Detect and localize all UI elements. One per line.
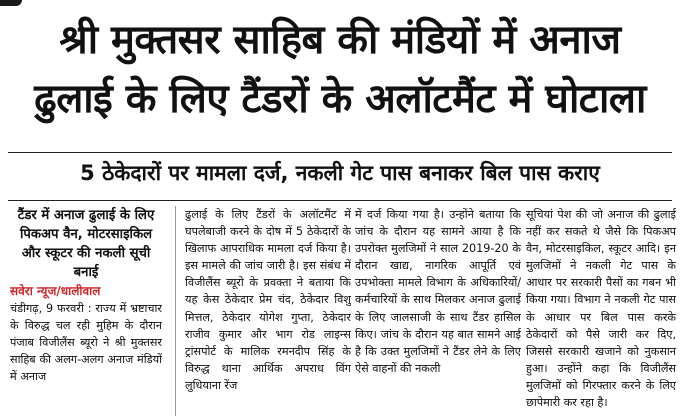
page-top-strip: [0, 0, 680, 9]
article-column-4: [526, 206, 676, 416]
article-text-col1: चंडीगढ़, 9 फरवरी : राज्य में भ्रष्टाचार के विरुद्ध चल रही मुहिम के दौरान पंजाब विजीलैंस ब्यूरो ने श्री मुक्तसर साहिब की अलग-अलग अनाज मंडियों में अनाज: [10, 302, 162, 384]
sidebar-title: टैंडर में अनाज ढुलाई के लिए पिकअप वैन, मोटरसाइकिल और स्कूटर की नकली सूची बनाई: [17, 208, 155, 280]
column-separator: [175, 206, 176, 416]
byline: सवेरा न्यूज/धालीवाल: [10, 284, 101, 298]
divider-bottom: [8, 200, 672, 201]
article-text-col3: में दर्ज किया गया है। उन्होंने बताया कि जांच के दौरान यह सामने आया है कि उपरोक्त मुलजिमों ने साल 2019-20 के दौरान खाद्य, नागरिक आपूर्ति एवं उपभोक्ता मामले विभाग के अधिकारियों/कर्मचारियों के साथ मिलकर अनाज ढुलाई के लिए जालसाजी के साथ टैंडर हासिल किए। जांच के दौरान यह बात सामने आई है कि उक्त मुलजिमों ने टैंडर लेने के लिए ऐसे वाहनों की नकली: [355, 208, 521, 375]
article-column-1: [10, 206, 162, 416]
divider-top: [8, 152, 672, 153]
masthead-fragment: [0, 0, 22, 6]
article-text-col4: सूचियां पेश की जो अनाज की ढुलाई नहीं कर सकते थे जैसे कि पिकअप वैन, मोटरसाइकिल, स्कूटर आदि। इन मुलजिमों ने नकली गेट पास के आधार पर सरकारी पैसों का गबन भी किया गया। विभाग ने नकली गेट पास के आधार पर बिल पास करके ठेकेदारों को पैसे जारी कर दिए, जिससे सरकारी खजाने को नुकसान हुआ। उन्होंने कहा कि विजीलैंस मुलजिमों को गिरफ्तार करने के लिए छापेमारी कर रहा है।: [526, 208, 676, 410]
article-text-col2: ढुलाई के लिए टैंडरों के अलॉटमैंट में घपलेबाजी करने के दोष में 5 ठेकेदारों के खिलाफ आपराधिक मामला दर्ज किया है। इस मामले की जांच जारी है। इस संबंध में विजीलैंस ब्यूरो के प्रवक्ता ने बताया कि यह केस ठेकेदार प्रेम चंद, ठेकेदार विशु मित्तल, ठेकेदार योगेश गुप्ता, ठेकेदार राजीव कुमार और भाग रोड लाइन्स ट्रांसपोर्ट के मालिक रमनदीप सिंह के विरुद्ध थाना आर्थिक अपराध विंग लुधियाना रेंज: [185, 208, 351, 392]
headline-line-1: श्री मुक्तसर साहिब की मंडियों में अनाज: [59, 17, 621, 63]
article-column-2: [185, 206, 351, 416]
headline-line-2: ढुलाई के लिए टैंडरों के अलॉटमैंट में घोटाला: [34, 76, 646, 122]
subheadline: 5 ठेकेदारों पर मामला दर्ज, नकली गेट पास बनाकर बिल पास कराए: [80, 161, 600, 185]
article-column-3: [355, 206, 521, 416]
